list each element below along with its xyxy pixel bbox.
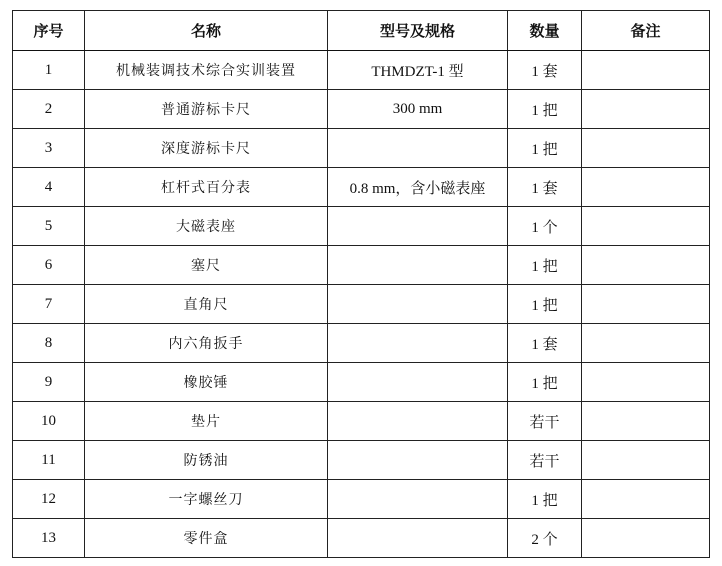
header-index: 序号 bbox=[13, 11, 85, 51]
cell-name: 直角尺 bbox=[85, 285, 328, 324]
cell-note bbox=[582, 51, 710, 90]
cell-quantity: 1 把 bbox=[508, 363, 582, 402]
cell-name: 零件盒 bbox=[85, 519, 328, 558]
cell-index: 12 bbox=[13, 480, 85, 519]
table-row bbox=[13, 129, 710, 168]
cell-name: 杠杆式百分表 bbox=[85, 168, 328, 207]
cell-name: 机械装调技术综合实训装置 bbox=[85, 51, 328, 90]
cell-quantity: 2 个 bbox=[508, 519, 582, 558]
table-row bbox=[13, 168, 710, 207]
cell-spec bbox=[328, 480, 508, 519]
cell-note bbox=[582, 441, 710, 480]
cell-spec: 300 mm bbox=[328, 90, 508, 129]
cell-quantity: 1 套 bbox=[508, 324, 582, 363]
cell-index: 6 bbox=[13, 246, 85, 285]
cell-note bbox=[582, 168, 710, 207]
equipment-table bbox=[12, 10, 710, 558]
cell-spec bbox=[328, 285, 508, 324]
table-row bbox=[13, 207, 710, 246]
cell-quantity: 1 把 bbox=[508, 129, 582, 168]
cell-spec bbox=[328, 207, 508, 246]
table-row bbox=[13, 480, 710, 519]
cell-note bbox=[582, 402, 710, 441]
cell-quantity: 1 套 bbox=[508, 168, 582, 207]
table-row bbox=[13, 441, 710, 480]
table-row bbox=[13, 90, 710, 129]
cell-index: 3 bbox=[13, 129, 85, 168]
cell-name: 内六角扳手 bbox=[85, 324, 328, 363]
table-row bbox=[13, 324, 710, 363]
cell-quantity: 1 把 bbox=[508, 90, 582, 129]
cell-index: 13 bbox=[13, 519, 85, 558]
cell-name: 防锈油 bbox=[85, 441, 328, 480]
cell-quantity: 1 把 bbox=[508, 246, 582, 285]
cell-name: 普通游标卡尺 bbox=[85, 90, 328, 129]
header-row bbox=[13, 11, 710, 51]
cell-note bbox=[582, 363, 710, 402]
cell-spec bbox=[328, 324, 508, 363]
cell-name: 深度游标卡尺 bbox=[85, 129, 328, 168]
header-note: 备注 bbox=[582, 11, 710, 51]
cell-spec: 0.8 mm，含小磁表座 bbox=[328, 168, 508, 207]
cell-name: 塞尺 bbox=[85, 246, 328, 285]
cell-note bbox=[582, 246, 710, 285]
cell-quantity: 1 套 bbox=[508, 51, 582, 90]
cell-index: 11 bbox=[13, 441, 85, 480]
table-row bbox=[13, 285, 710, 324]
cell-note bbox=[582, 480, 710, 519]
equipment-table-container bbox=[12, 10, 709, 558]
table-row bbox=[13, 519, 710, 558]
cell-note bbox=[582, 285, 710, 324]
cell-spec bbox=[328, 441, 508, 480]
cell-index: 5 bbox=[13, 207, 85, 246]
table-body bbox=[13, 51, 710, 558]
cell-note bbox=[582, 207, 710, 246]
header-spec: 型号及规格 bbox=[328, 11, 508, 51]
cell-quantity: 1 个 bbox=[508, 207, 582, 246]
table-row bbox=[13, 51, 710, 90]
cell-name: 一字螺丝刀 bbox=[85, 480, 328, 519]
cell-spec: THMDZT-1 型 bbox=[328, 51, 508, 90]
cell-name: 大磁表座 bbox=[85, 207, 328, 246]
cell-note bbox=[582, 90, 710, 129]
cell-quantity: 1 把 bbox=[508, 285, 582, 324]
cell-name: 橡胶锤 bbox=[85, 363, 328, 402]
cell-index: 7 bbox=[13, 285, 85, 324]
cell-spec bbox=[328, 246, 508, 285]
header-name: 名称 bbox=[85, 11, 328, 51]
cell-index: 2 bbox=[13, 90, 85, 129]
table-header bbox=[13, 11, 710, 51]
table-row bbox=[13, 363, 710, 402]
cell-note bbox=[582, 129, 710, 168]
cell-spec bbox=[328, 363, 508, 402]
cell-index: 9 bbox=[13, 363, 85, 402]
cell-spec bbox=[328, 402, 508, 441]
cell-quantity: 1 把 bbox=[508, 480, 582, 519]
cell-quantity: 若干 bbox=[508, 441, 582, 480]
cell-note bbox=[582, 324, 710, 363]
cell-note bbox=[582, 519, 710, 558]
table-row bbox=[13, 246, 710, 285]
cell-index: 1 bbox=[13, 51, 85, 90]
table-row bbox=[13, 402, 710, 441]
cell-index: 8 bbox=[13, 324, 85, 363]
cell-spec bbox=[328, 129, 508, 168]
cell-index: 10 bbox=[13, 402, 85, 441]
cell-name: 垫片 bbox=[85, 402, 328, 441]
cell-index: 4 bbox=[13, 168, 85, 207]
header-quantity: 数量 bbox=[508, 11, 582, 51]
cell-spec bbox=[328, 519, 508, 558]
cell-quantity: 若干 bbox=[508, 402, 582, 441]
